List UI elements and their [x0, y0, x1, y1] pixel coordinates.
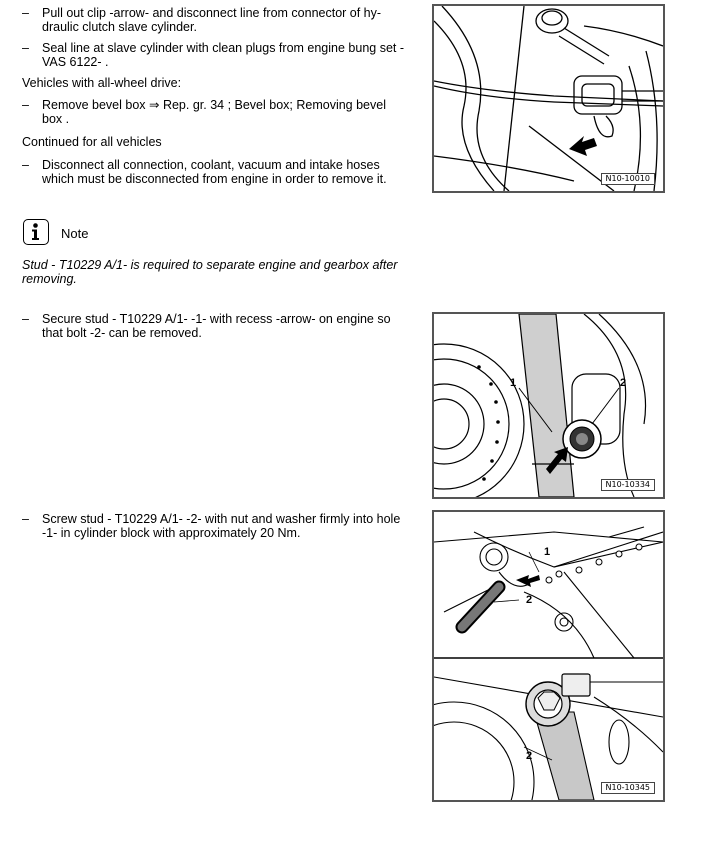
step-text: Remove bevel box ⇒ Rep. gr. 34 ; Bevel box; Removing bevel box .	[42, 98, 386, 126]
step-text: Seal line at slave cylinder with clean plugs from engine bung set - VAS 6122- .	[42, 41, 405, 69]
bullet-dash: –	[22, 98, 29, 112]
bullet-dash: –	[22, 6, 29, 20]
callout-2: 2	[620, 377, 627, 389]
step-screw-stud	[22, 513, 407, 540]
awd-heading: Vehicles with all-wheel drive:	[22, 76, 182, 90]
step-pull-out-clip	[22, 7, 407, 34]
note-text: Stud - T10229 A/1- is required to separate engine and gearbox after removing.	[22, 258, 398, 286]
step-remove-bevel-box	[22, 99, 407, 126]
bullet-dash: –	[22, 41, 29, 55]
callout-2-lower: 2	[526, 750, 533, 762]
info-icon	[23, 219, 49, 245]
illustration-clutch-line	[434, 6, 663, 191]
figure-ref-label: N10-10334	[601, 479, 656, 491]
bullet-dash: –	[22, 158, 29, 172]
figure-clutch-line-connector	[432, 4, 665, 193]
step-seal-line	[22, 42, 407, 69]
figure-secure-stud	[432, 312, 665, 499]
step-text: Pull out clip -arrow- and disconnect line from connector of hy-draulic clutch slave cylinder.	[42, 6, 382, 34]
callout-1: 1	[544, 546, 551, 558]
illustration-stud-engine	[434, 314, 663, 497]
callout-1: 1	[510, 377, 517, 389]
bullet-dash: –	[22, 512, 29, 526]
step-secure-stud	[22, 313, 407, 340]
figure-ref-label: N10-10010	[601, 173, 656, 185]
step-disconnect-all	[22, 159, 407, 186]
callout-2: 2	[526, 594, 533, 606]
step-text: Disconnect all connection, coolant, vacuum and intake hoses which must be disconnected from engine in order to remove it.	[42, 158, 387, 186]
figure-screw-stud	[432, 510, 665, 802]
step-text: Screw stud - T10229 A/1- -2- with nut and washer firmly into hole -1- in cylinder block with approximately 20 Nm.	[42, 512, 401, 540]
note-label: Note	[61, 226, 89, 241]
figure-ref-label: N10-10345	[601, 782, 656, 794]
bullet-dash: –	[22, 312, 29, 326]
step-text: Secure stud - T10229 A/1- -1- with recess -arrow- on engine so that bolt -2- can be removed.	[42, 312, 391, 340]
continued-heading: Continued for all vehicles	[22, 135, 162, 149]
